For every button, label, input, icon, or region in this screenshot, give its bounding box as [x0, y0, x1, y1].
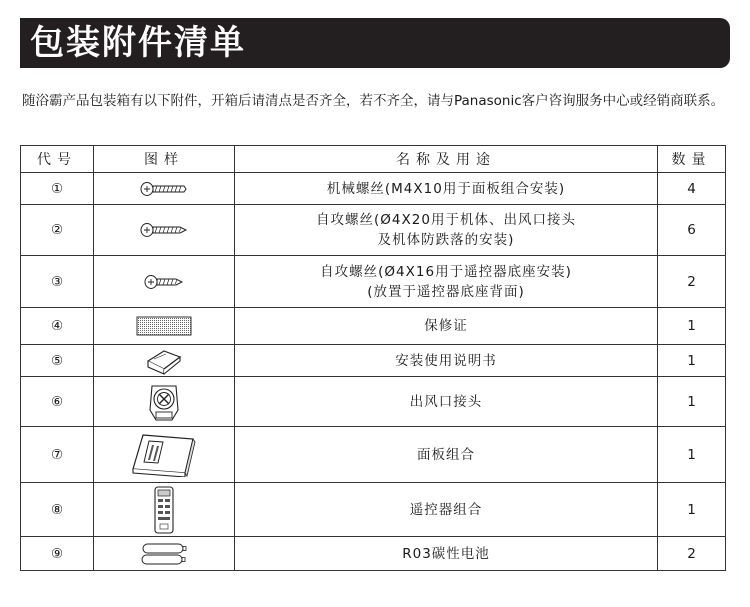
panel-assembly-icon [129, 433, 199, 477]
table-row [21, 256, 726, 308]
table-row [21, 377, 726, 427]
accessories-table [20, 145, 726, 571]
row-name-line: (放置于遥控器底座背面) [367, 283, 525, 300]
row-qty: 1 [658, 483, 726, 537]
row-name-line: 遥控器组合 [409, 501, 483, 518]
short-tapping-screw-icon [144, 274, 184, 290]
row-qty: 2 [658, 537, 726, 571]
row-name-line: R03碳性电池 [402, 545, 490, 562]
row-name-line: 安装使用说明书 [395, 352, 497, 369]
row-name [235, 377, 658, 427]
row-name [235, 483, 658, 537]
row-name [235, 205, 658, 256]
table-row [21, 427, 726, 483]
machine-screw-icon [140, 181, 188, 197]
battery-icon [139, 542, 189, 566]
row-name-line: 机械螺丝(M4X10用于面板组合安装) [326, 180, 566, 197]
row-picture [94, 377, 235, 427]
row-qty: 6 [658, 205, 726, 256]
air-outlet-connector-icon [142, 380, 186, 424]
row-name [235, 537, 658, 571]
row-name-line: 保修证 [424, 318, 468, 334]
row-name [235, 173, 658, 205]
row-name [235, 345, 658, 377]
table-row [21, 537, 726, 571]
remote-control-icon [152, 486, 176, 534]
row-picture [94, 537, 235, 571]
table-header-row [21, 146, 726, 173]
header-picture: 图样 [94, 146, 235, 173]
row-code: ⑦ [21, 427, 94, 483]
table-row [21, 483, 726, 537]
row-name [235, 427, 658, 483]
row-code: ③ [21, 256, 94, 308]
title-bar [20, 18, 730, 68]
intro-paragraph: 随浴霸产品包装箱有以下附件，开箱后请清点是否齐全，若不齐全，请与Panasonic客户咨询服务中心或经销商联系。 [22, 93, 725, 109]
row-name-line: 自攻螺丝(Ø4X20用于机体、出风口接头 [316, 212, 576, 228]
row-picture [94, 256, 235, 308]
table-row [21, 173, 726, 205]
row-name-line: 自攻螺丝(Ø4X16用于遥控器底座安装) [320, 263, 572, 280]
row-code: ⑤ [21, 345, 94, 377]
row-code: ① [21, 173, 94, 205]
header-qty: 数量 [658, 146, 726, 173]
table-row [21, 205, 726, 256]
row-picture [94, 427, 235, 483]
row-picture [94, 483, 235, 537]
row-code: ④ [21, 308, 94, 345]
row-picture [94, 308, 235, 345]
warranty-card-icon [136, 316, 192, 336]
table-row [21, 345, 726, 377]
table-row [21, 308, 726, 345]
row-picture [94, 205, 235, 256]
row-name-line: 面板组合 [417, 446, 475, 463]
header-code: 代号 [21, 146, 94, 173]
row-qty: 1 [658, 308, 726, 345]
row-name [235, 308, 658, 345]
row-code: ⑧ [21, 483, 94, 537]
row-qty: 1 [658, 377, 726, 427]
page-title: 包装附件清单 [30, 23, 246, 63]
row-qty: 4 [658, 173, 726, 205]
row-picture [94, 173, 235, 205]
row-name-line: 出风口接头 [409, 393, 483, 410]
tapping-screw-icon [140, 222, 188, 238]
row-name-line: 及机体防跌落的安装) [377, 232, 515, 248]
row-picture [94, 345, 235, 377]
row-qty: 1 [658, 427, 726, 483]
row-code: ⑨ [21, 537, 94, 571]
row-qty: 2 [658, 256, 726, 308]
row-code: ② [21, 205, 94, 256]
header-name: 名称及用途 [235, 146, 658, 173]
row-qty: 1 [658, 345, 726, 377]
row-code: ⑥ [21, 377, 94, 427]
row-name [235, 256, 658, 308]
manual-book-icon [142, 347, 186, 375]
